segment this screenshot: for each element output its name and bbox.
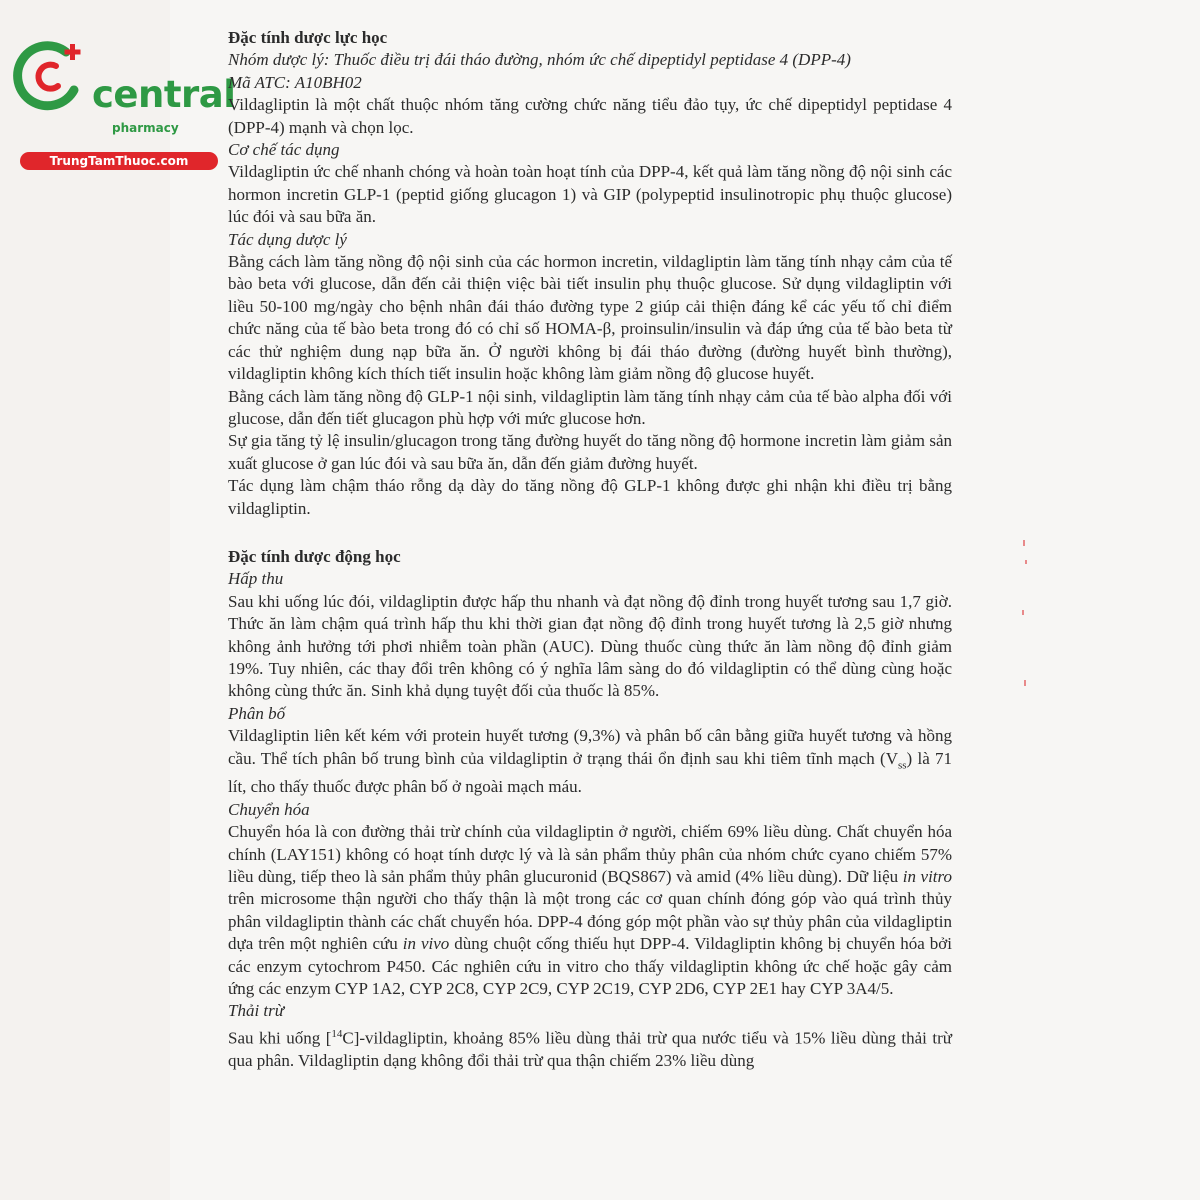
subheading-mechanism: Cơ chế tác dụng bbox=[228, 140, 340, 160]
distribution-text-end: ) là 71 lít, cho thấy thuốc được phân bố ở ngoài mạch máu. bbox=[228, 748, 952, 797]
subheading-elimination: Thải trừ bbox=[228, 1001, 285, 1021]
metabolism-in-vivo: in vivo bbox=[402, 934, 450, 954]
logo-mark-icon bbox=[8, 34, 92, 118]
section-heading-pharmacokinetics: Đặc tính dược động học bbox=[228, 546, 401, 566]
effects-paragraph-2: Bằng cách làm tăng nồng độ GLP-1 nội sinh, vildagliptin làm tăng tính nhạy cảm của tế bào alpha đối với glucose, dẫn đến tiết glucagon phù hợp với mức glucose hơn. bbox=[228, 386, 952, 428]
effects-paragraph-1: Bằng cách làm tăng nồng độ nội sinh của các hormon incretin, vildagliptin làm tăng tính nhạy cảm của tế bào beta với glucose, dẫn đến cải thiện việc bài tiết insulin phụ thuộc glucose. Sử dụng vildagliptin với liều 50-100 mg/ngày cho bệnh nhân đái tháo đường type 2 giúp cải thiện đáng kể các yếu tố chỉ điểm chức năng của tế bào beta trong đó có chỉ số HOMA-β, proinsulin/insulin và đáp ứng của tế bào beta từ các thử nghiệm dung nạp bữa ăn. Ở người không bị đái tháo đường (đường huyết bình thường), vildagliptin không kích thích tiết insulin hoặc không làm giảm nồng độ glucose huyết. bbox=[228, 252, 952, 384]
elimination-text-end: C]-vildagliptin, khoảng 85% liều dùng thải trừ qua nước tiểu và 15% liều dùng thải trừ qua phân. Vildagliptin dạng không đổi thải trừ qua thận chiếm 23% liều dùng bbox=[228, 1028, 952, 1070]
metabolism-in-vitro: in vitro bbox=[902, 867, 953, 887]
subheading-absorption: Hấp thu bbox=[228, 569, 284, 589]
brand-subtitle: pharmacy bbox=[112, 121, 179, 135]
distribution-text: Vildagliptin liên kết kém với protein huyết tương (9,3%) và phân bố cân bằng giữa huyết tương và hồng cầu. Thể tích phân bố trung bình của vildagliptin ở trạng thái ổn định sau khi tiêm tĩnh mạch (V bbox=[228, 726, 952, 768]
elimination-superscript: 14 bbox=[331, 1027, 343, 1040]
metabolism-text-mid: trên microsome thận người cho thấy thận là một trong các cơ quan chính đóng góp vào quá trình thủy phân vildagliptin thành các chất chuyển hóa. DPP-4 đóng góp một phần vào sự thủy phân của vildagliptin dựa trên một nghiên cứu bbox=[228, 889, 952, 954]
distribution-subscript: ss bbox=[897, 758, 907, 771]
document-body bbox=[228, 27, 952, 1072]
brand-url: TrungTamThuoc.com bbox=[20, 152, 218, 170]
subheading-distribution: Phân bố bbox=[228, 703, 286, 723]
metabolism-paragraph bbox=[228, 821, 952, 1000]
metabolism-text: Chuyển hóa là con đường thải trừ chính của vildagliptin ở người, chiếm 69% liều dùng. Chất chuyển hóa chính (LAY151) không có hoạt tính dược lý và là sản phẩm thủy phân của nhóm chức cyano chiếm 57% liều dùng, tiếp theo là sản phẩm thủy phân glucuronid (BQS867) và amid (4% liều dùng). Dữ liệu bbox=[228, 822, 952, 887]
metabolism-text-end: dùng chuột cống thiếu hụt DPP-4. Vildagliptin không bị chuyển hóa bởi các enzym cytochrom P450. Các nghiên cứu in vitro cho thấy vildagliptin không ức chế hoặc gây cảm ứng các enzym CYP 1A2, CYP 2C8, CYP 2C9, CYP 2C19, CYP 2D6, CYP 2E1 hay CYP 3A4/5. bbox=[228, 934, 952, 999]
section-heading-pharmacodynamics: Đặc tính dược lực học bbox=[228, 28, 388, 47]
effects-paragraph-3: Sự gia tăng tỷ lệ insulin/glucagon trong tăng đường huyết do tăng nồng độ hormone incretin làm giảm sản xuất glucose ở gan lúc đói và sau bữa ăn, dẫn đến giảm đường huyết. bbox=[228, 431, 952, 473]
distribution-paragraph bbox=[228, 725, 952, 799]
pharmacologic-group: Nhóm dược lý: Thuốc điều trị đái tháo đường, nhóm ức chế dipeptidyl peptidase 4 (DPP-4) bbox=[228, 50, 851, 70]
intro-paragraph: Vildagliptin là một chất thuộc nhóm tăng cường chức năng tiểu đảo tụy, ức chế dipeptidyl peptidase 4 (DPP-4) mạnh và chọn lọc. bbox=[228, 95, 952, 137]
effects-paragraph-4: Tác dụng làm chậm tháo rỗng dạ dày do tăng nồng độ GLP-1 không được ghi nhận khi điều trị bằng vildagliptin. bbox=[228, 476, 952, 518]
subheading-effects: Tác dụng dược lý bbox=[228, 229, 347, 249]
absorption-paragraph: Sau khi uống lúc đói, vildagliptin được hấp thu nhanh và đạt nồng độ đỉnh trong huyết tương sau 1,7 giờ. Thức ăn làm chậm quá trình hấp thu khi thời gian đạt nồng độ đỉnh trong huyết tương là 2,5 giờ nhưng không ảnh hưởng tới phơi nhiễm toàn phần (AUC). Dùng thuốc cùng thức ăn làm nồng độ đỉnh giảm 19%. Tuy nhiên, các thay đổi trên không có ý nghĩa lâm sàng do đó vildagliptin có thể dùng cùng hoặc không cùng thức ăn. Sinh khả dụng tuyệt đối của thuốc là 85%. bbox=[228, 591, 952, 701]
subheading-metabolism: Chuyển hóa bbox=[228, 799, 310, 819]
elimination-text: Sau khi uống [ bbox=[228, 1028, 332, 1048]
atc-code: Mã ATC: A10BH02 bbox=[228, 72, 362, 92]
elimination-paragraph bbox=[228, 1023, 952, 1072]
brand-name: central bbox=[92, 73, 236, 116]
central-pharmacy-logo bbox=[8, 34, 236, 168]
mechanism-paragraph: Vildagliptin ức chế nhanh chóng và hoàn toàn hoạt tính của DPP-4, kết quả làm tăng nồng độ nội sinh các hormon incretin GLP-1 (peptid giống glucagon 1) và GIP (polypeptid insulinotropic phụ thuộc glucose) lúc đói và sau bữa ăn. bbox=[228, 162, 952, 227]
